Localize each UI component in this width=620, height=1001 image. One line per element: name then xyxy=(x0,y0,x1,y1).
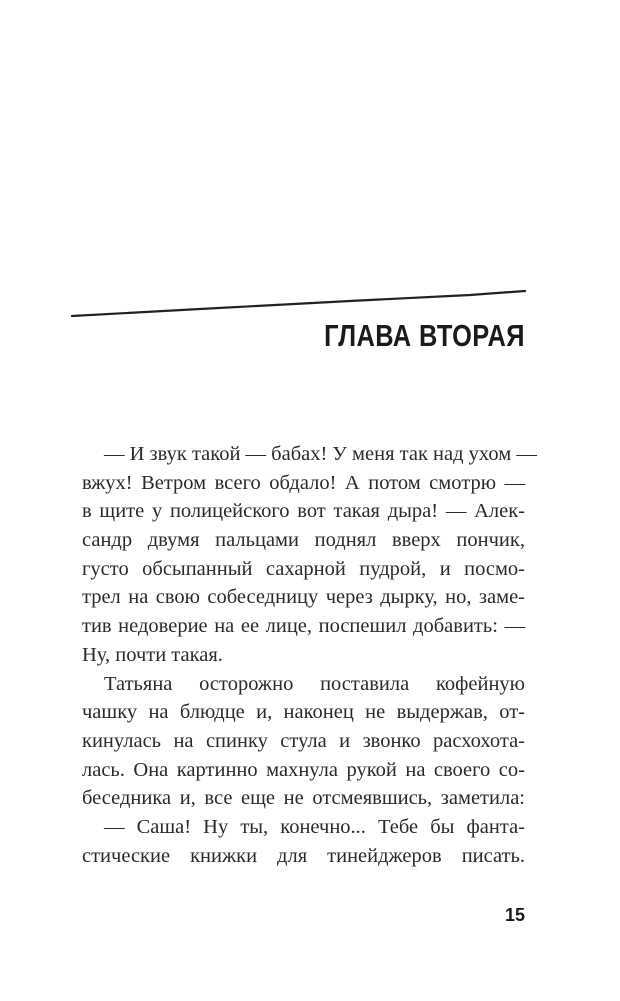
chapter-title: ГЛАВА ВТОРАЯ xyxy=(324,318,525,353)
text-line: густо обсыпанный сахарной пудрой, и посмо- xyxy=(82,557,525,580)
text-line: сандр двумя пальцами поднял вверх пончик, xyxy=(82,529,525,552)
text-line: в щите у полицейского вот такая дыра! — Алек- xyxy=(82,500,525,523)
chapter-divider-line xyxy=(0,0,620,340)
text-line: стические книжки для тинейджеров писать. xyxy=(82,844,525,867)
page-number: 15 xyxy=(504,905,525,925)
paragraph xyxy=(82,670,525,813)
paragraph xyxy=(82,813,525,870)
text-line: трел на свою собеседницу через дырку, но, заме- xyxy=(82,586,525,609)
text-line: Татьяна осторожно поставила кофейную xyxy=(104,672,525,695)
text-line: беседника и, все еще не отсмеявшись, заметила: xyxy=(82,787,525,810)
text-line: вжух! Ветром всего обдало! А потом смотрю — xyxy=(82,471,525,494)
body-text xyxy=(82,440,537,870)
text-line: кинулась на спинку стула и звонко расхохота- xyxy=(82,729,525,752)
text-line: лась. Она картинно махнула рукой на своего со- xyxy=(82,758,525,781)
text-line: тив недоверие на ее лице, поспешил добавить: — xyxy=(82,615,525,638)
text-line: Ну, почти такая. xyxy=(82,643,223,666)
text-line: чашку на блюдце и, наконец не выдержав, от- xyxy=(82,701,525,724)
text-line: — И звук такой — бабах! У меня так над ухом — xyxy=(104,443,537,465)
text-line: — Саша! Ну ты, конечно... Тебе бы фанта- xyxy=(104,815,525,838)
paragraph xyxy=(82,440,537,670)
